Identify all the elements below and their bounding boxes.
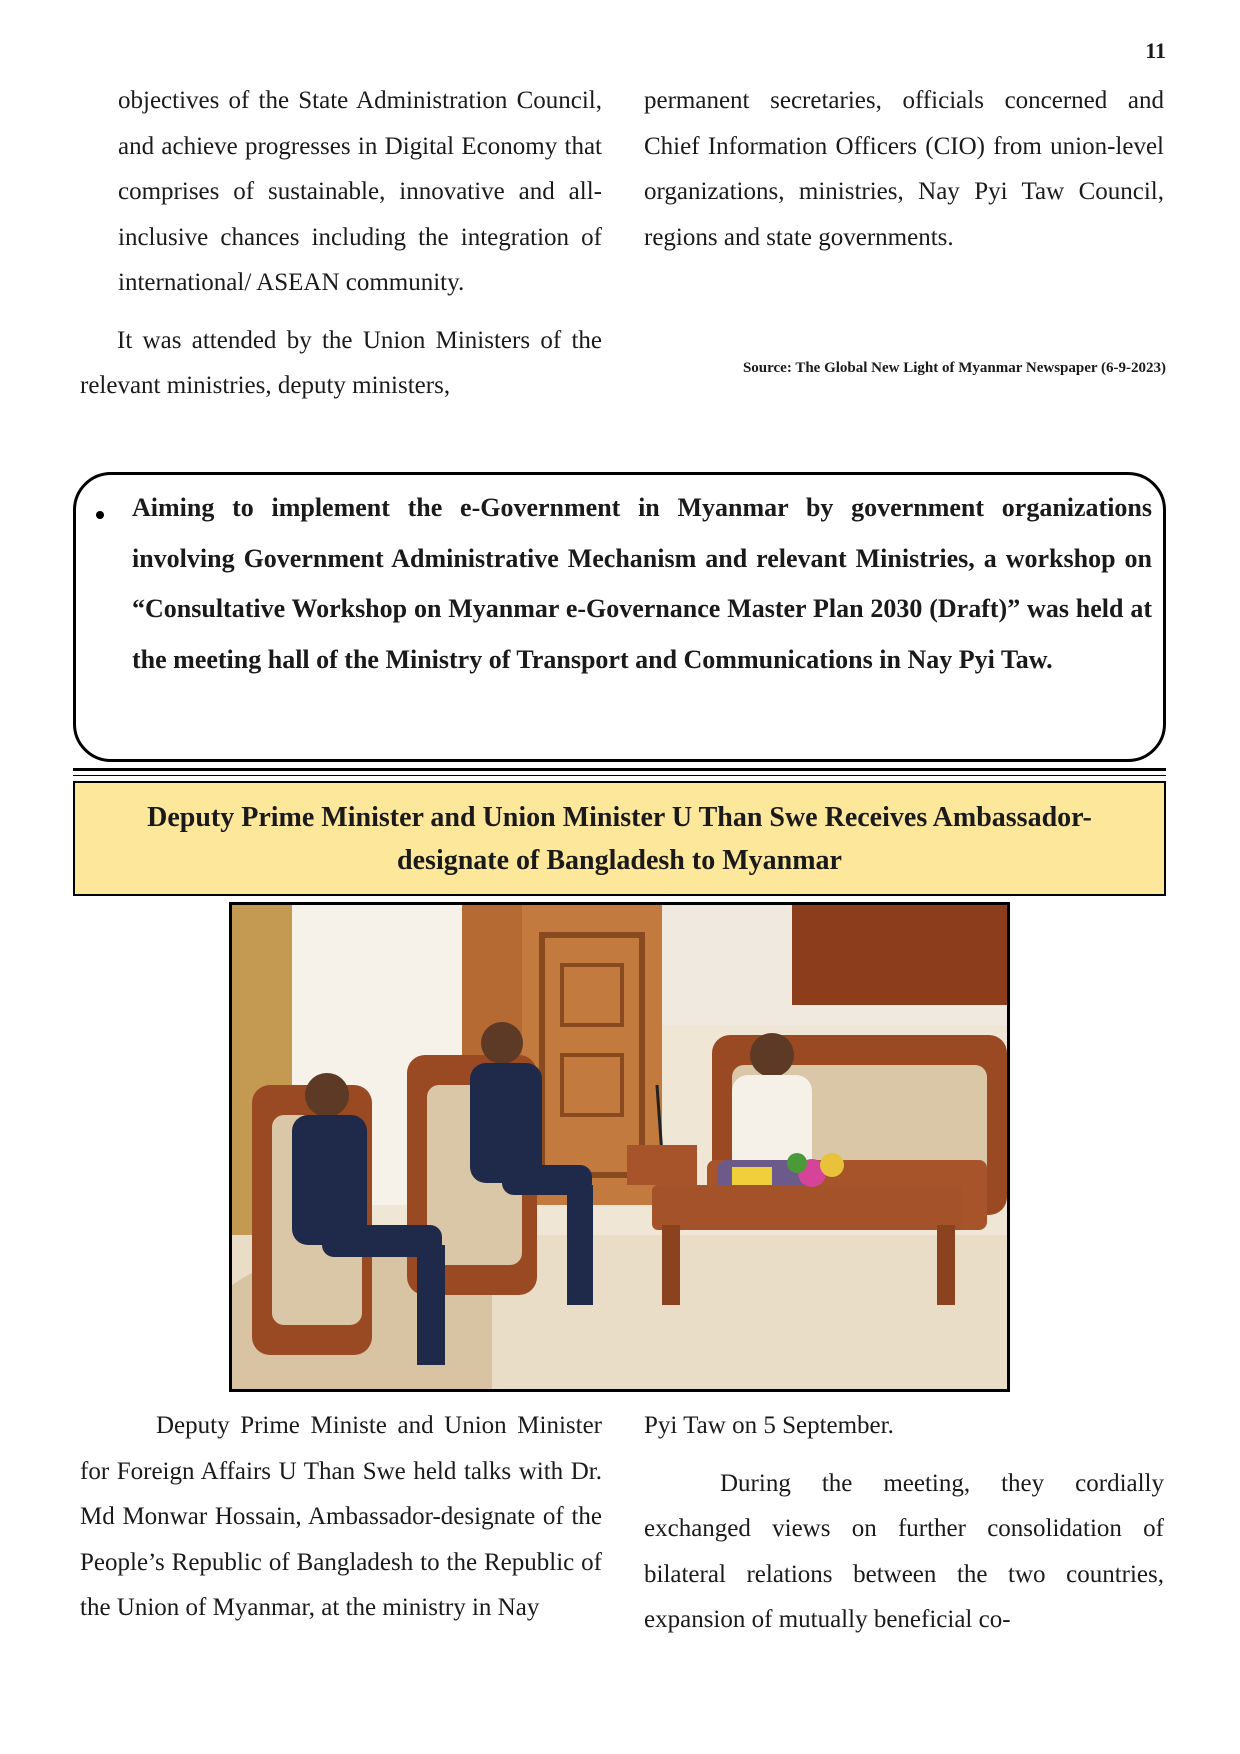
top-right-column <box>644 78 1164 260</box>
paragraph: Pyi Taw on 5 September. <box>644 1412 894 1439</box>
page-number: 11 <box>1145 38 1166 63</box>
meeting-photo <box>229 902 1010 1392</box>
article-title-line: designate of Bangladesh to Myanmar <box>397 844 842 876</box>
source-citation: Source: The Global New Light of Myanmar Newspaper (6-9-2023) <box>742 360 1166 376</box>
divider <box>73 775 1166 776</box>
bottom-right-column <box>644 1403 1164 1643</box>
paragraph: objectives of the State Administration Council, and achieve progresses in Digital Economy that comprises of sustainable, innovative and all-inclusive chances including the integration of international/ ASEAN community. <box>118 87 602 296</box>
article-title-line: Deputy Prime Minister and Union Minister U Than Swe Receives Ambassador- <box>147 801 1092 833</box>
article-title-box <box>73 781 1166 896</box>
bottom-left-column <box>80 1403 602 1631</box>
highlight-box <box>73 472 1166 762</box>
article-title <box>90 796 1150 882</box>
bullet-icon <box>96 511 104 519</box>
paragraph: It was attended by the Union Ministers of the relevant ministries, deputy ministers, <box>80 326 602 399</box>
highlight-text: Aiming to implement the e-Government in Myanmar by government organizations involving Government Administrative Mechanism and relevant Ministries, a workshop on “Consultative Workshop on Myanmar e-Governance Master Plan 2030 (Draft)” was held at the meeting hall of the Ministry of Transport and Communications in Nay Pyi Taw. <box>132 493 1152 674</box>
paragraph: Deputy Prime Ministe and Union Minister for Foreign Affairs U Than Swe held talks with Dr. Md Monwar Hossain, Ambassador-designate of the People’s Republic of Bangladesh to the Republic of the Union of Myanmar, at the ministry in Nay <box>80 1412 602 1621</box>
paragraph: During the meeting, they cordially exchanged views on further consolidation of bilateral relations between the two countries, expansion of mutually beneficial co- <box>644 1469 1164 1633</box>
divider <box>73 768 1166 771</box>
paragraph: permanent secretaries, officials concerned and Chief Information Officers (CIO) from union-level organizations, ministries, Nay Pyi Taw Council, regions and state governments. <box>644 87 1164 251</box>
top-left-column <box>80 78 602 409</box>
